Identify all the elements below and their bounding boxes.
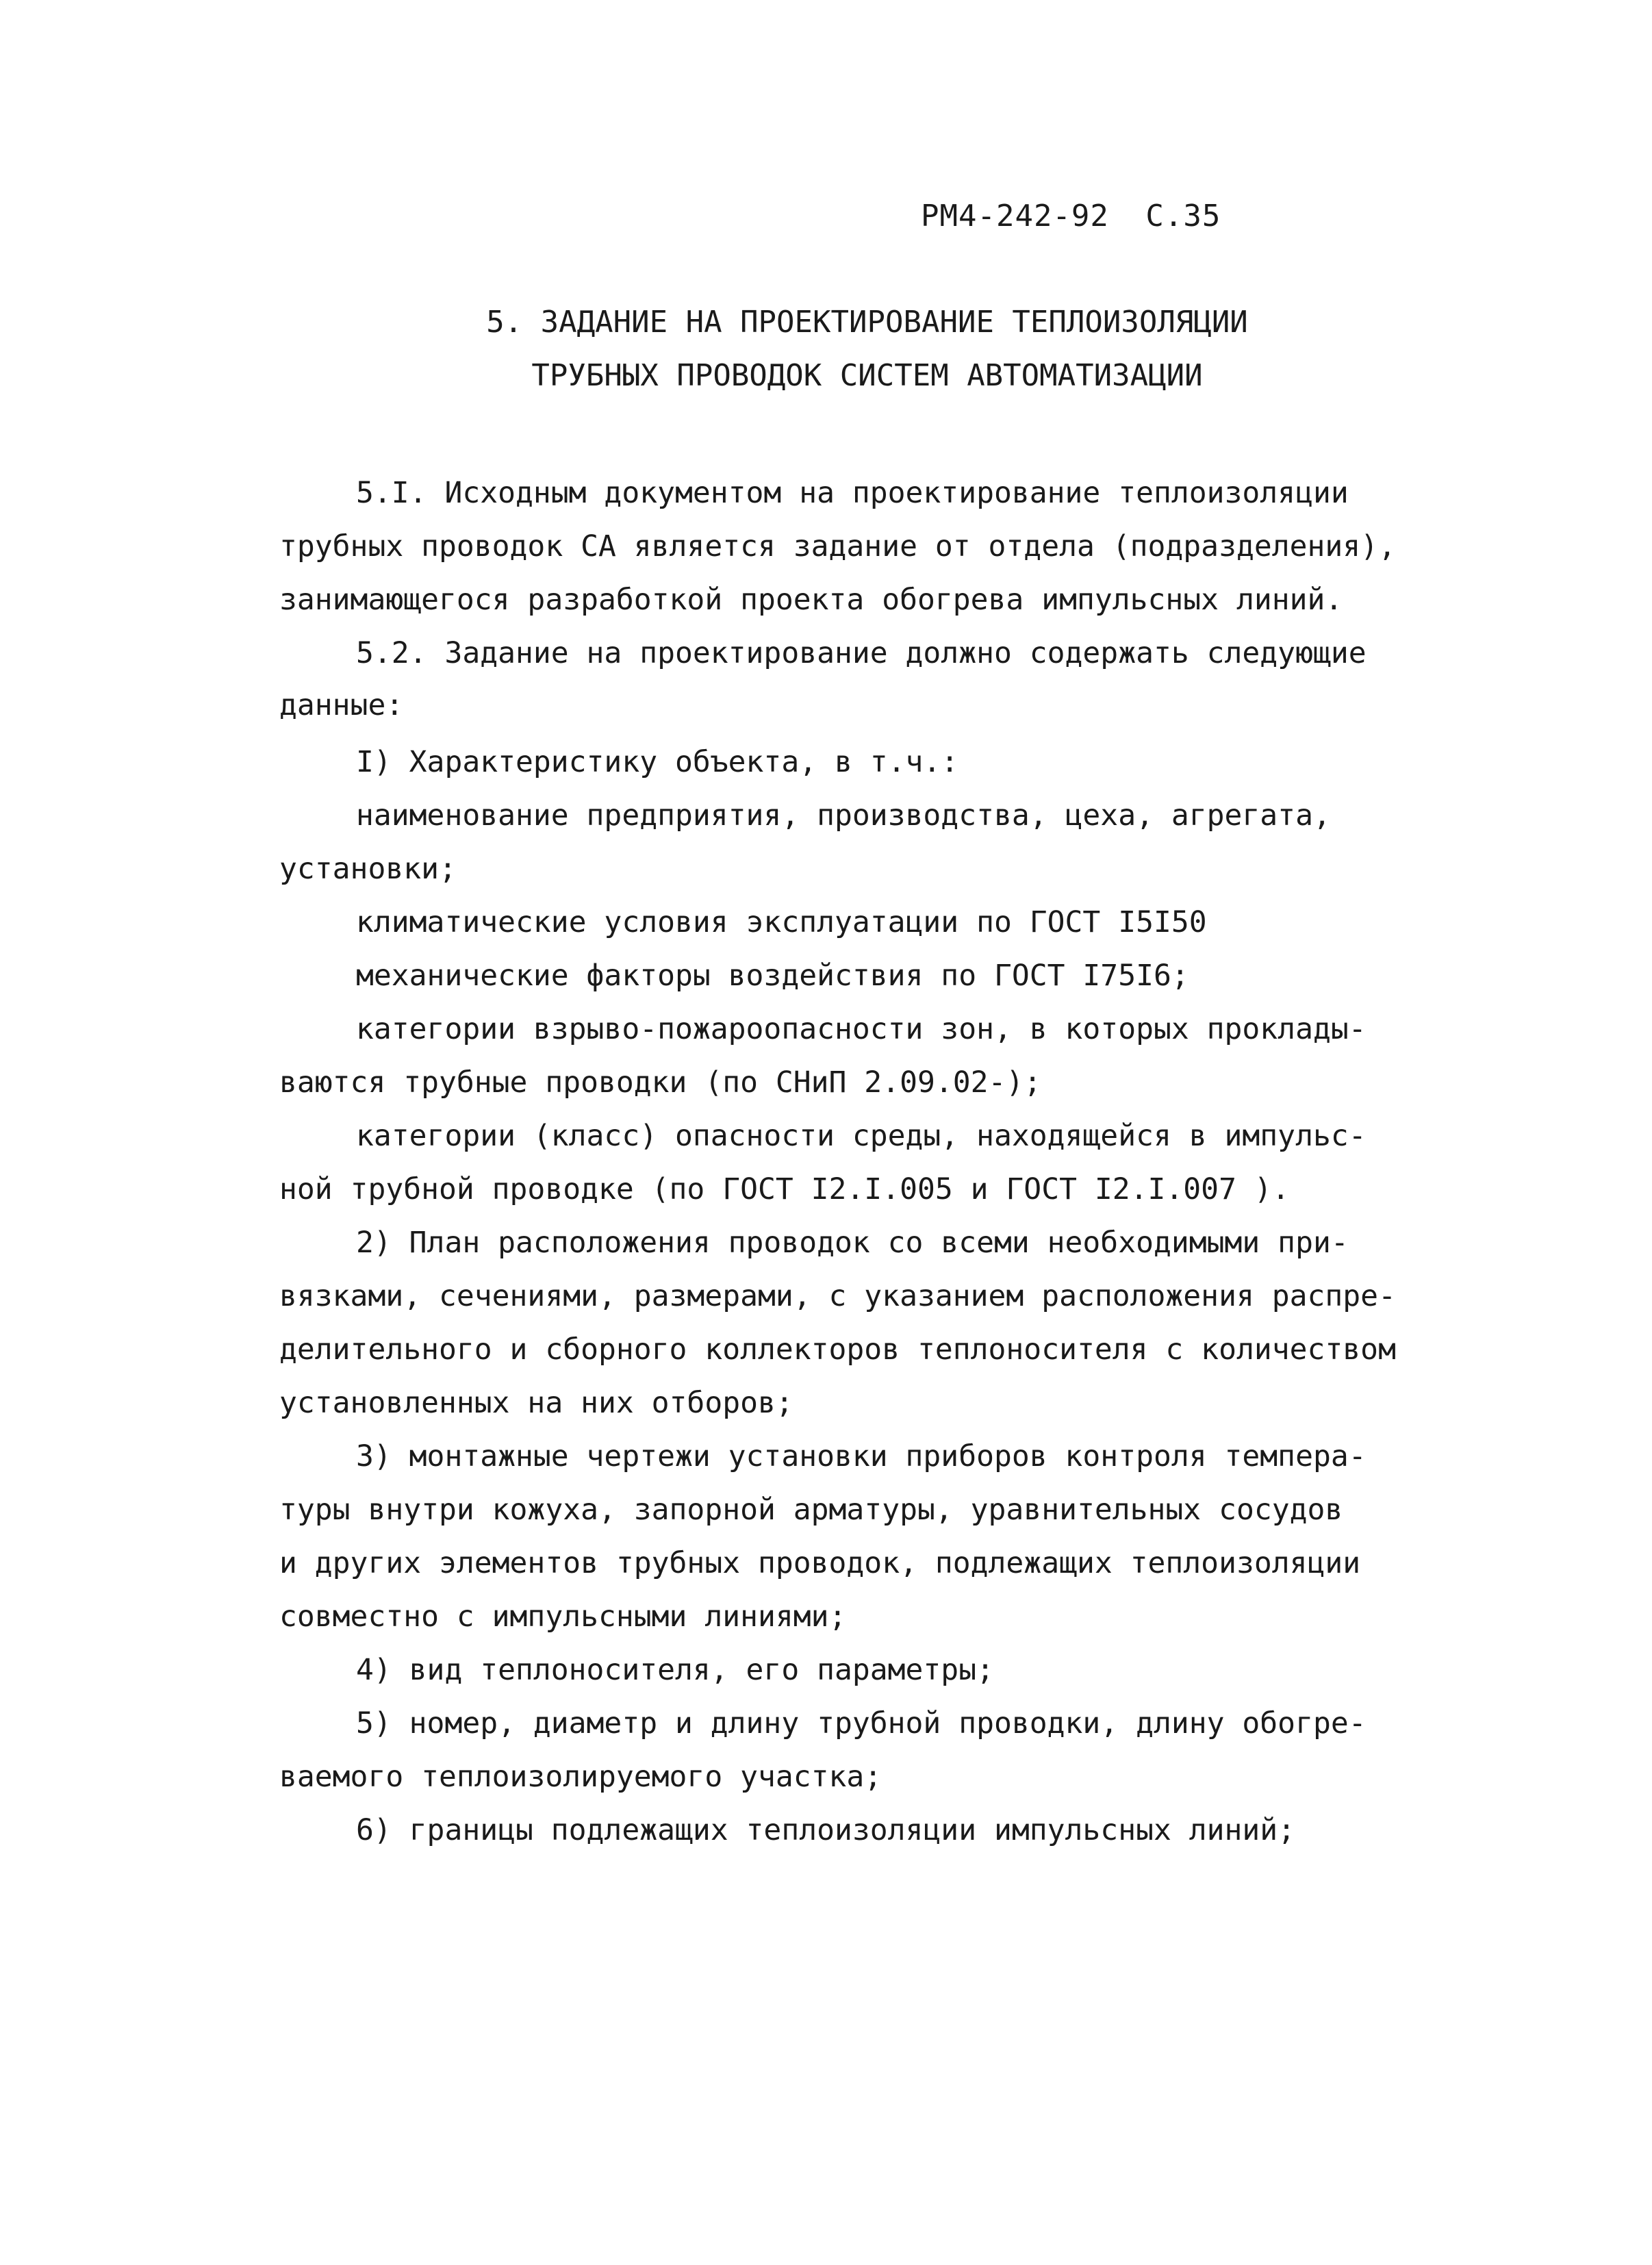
text-line: ваются трубные проводки (по СНиП 2.09.02-); [279,1065,1042,1100]
text-line: данные: [279,688,404,722]
text-line: климатические условия эксплуатации по ГОСТ I5I50 [356,905,1207,939]
page-header [921,199,1221,233]
section-title [0,296,1652,403]
text-line: 5.I. Исходным документом на проектирование теплоизоляции [356,476,1349,510]
section-title-line-2: ТРУБНЫХ ПРОВОДОК СИСТЕМ АВТОМАТИЗАЦИИ [531,358,1203,393]
text-line: вязками, сечениями, размерами, с указанием расположения распре- [279,1279,1396,1313]
text-line: 5) номер, диаметр и длину трубной проводки, длину обогре- [356,1706,1367,1741]
text-line: и других элементов трубных проводок, подлежащих теплоизоляции [279,1546,1361,1580]
text-line: совместно с импульсными линиями; [279,1599,847,1634]
text-line: трубных проводок СА является задание от отдела (подразделения), [279,529,1396,564]
text-line: установки; [279,852,457,886]
text-line: механические факторы воздействия по ГОСТ I75I6; [356,959,1189,993]
text-line: 4) вид теплоносителя, его параметры; [356,1653,994,1687]
text-line: делительного и сборного коллекторов теплоносителя с количеством [279,1332,1396,1367]
document-code: РМ4-242-92 [921,199,1109,233]
text-line: I) Характеристику объекта, в т.ч.: [356,745,959,779]
text-line: категории взрыво-пожароопасности зон, в которых проклады- [356,1012,1367,1046]
text-line: 3) монтажные чертежи установки приборов контроля темпера- [356,1439,1367,1473]
text-line: категории (класс) опасности среды, находящейся в импульс- [356,1119,1367,1153]
section-title-line-1: 5. ЗАДАНИЕ НА ПРОЕКТИРОВАНИЕ ТЕПЛОИЗОЛЯЦИИ [486,305,1248,340]
text-line: 5.2. Задание на проектирование должно содержать следующие [356,636,1367,670]
text-line: 6) границы подлежащих теплоизоляции импульсных линий; [356,1813,1296,1847]
text-line: установленных на них отборов; [279,1386,793,1420]
text-line: ваемого теплоизолируемого участка; [279,1760,882,1794]
text-line: 2) План расположения проводок со всеми необходимыми при- [356,1226,1349,1260]
text-line: ной трубной проводке (по ГОСТ I2.I.005 и ГОСТ I2.I.007 ). [279,1172,1290,1206]
text-line: занимающегося разработкой проекта обогрева импульсных линий. [279,583,1343,617]
text-line: туры внутри кожуха, запорной арматуры, уравнительных сосудов [279,1493,1343,1527]
page-number: С.35 [1145,199,1221,233]
text-line: наименование предприятия, производства, цеха, агрегата, [356,798,1331,833]
